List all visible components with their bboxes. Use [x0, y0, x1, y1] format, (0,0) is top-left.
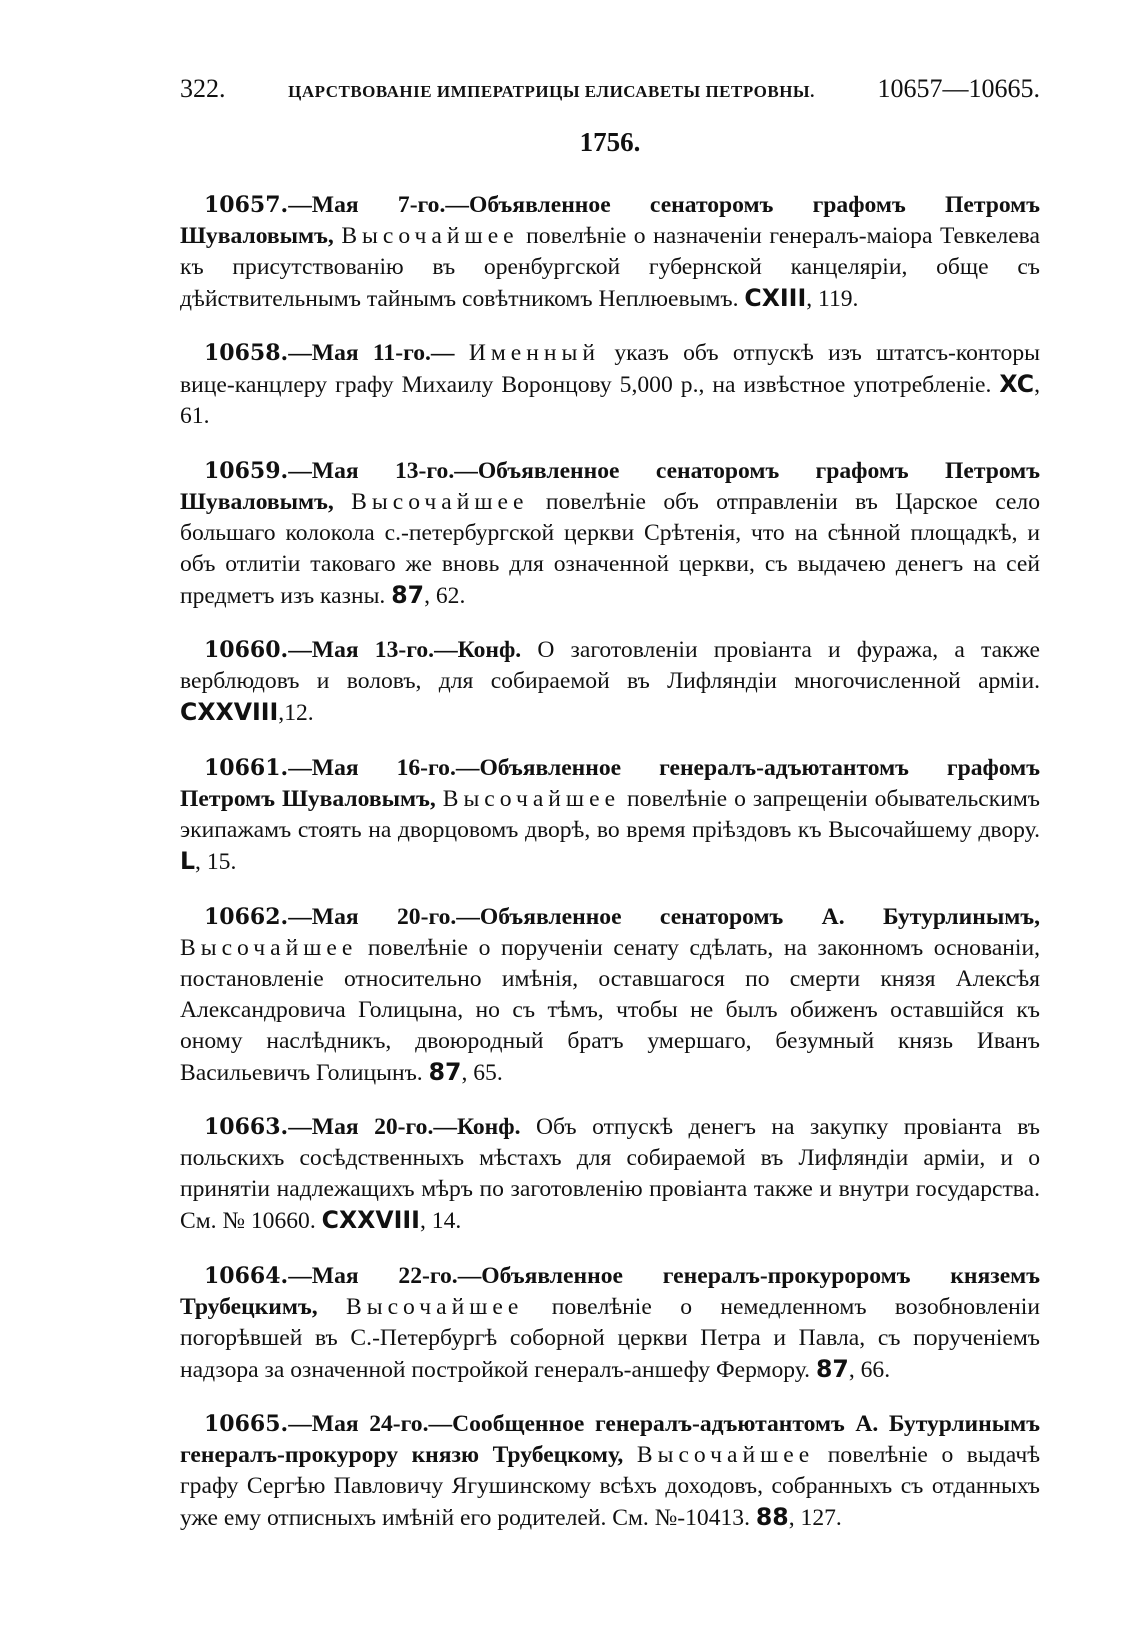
- entry-number: 10665.: [204, 1411, 289, 1438]
- entry-ref-volume: L: [180, 846, 196, 875]
- entry: [180, 635, 1040, 729]
- entry-kind: —Конф.: [434, 637, 522, 664]
- entry-kind: —Объявленное сенаторомъ графомъ Петромъ Шуваловымъ,: [180, 457, 1040, 515]
- entry-ref-volume: XC: [999, 370, 1035, 399]
- entry-ref-page: , 127.: [788, 1505, 842, 1532]
- entries-list: [180, 190, 1040, 1535]
- entry-date: —Мая 13-го.: [288, 457, 455, 484]
- entry-range: 10657—10665.: [877, 74, 1040, 103]
- entry-ref-page: , 65.: [461, 1059, 503, 1086]
- entry-number: 10664.: [204, 1262, 289, 1289]
- entry-ref-page: , 61.: [180, 372, 1040, 430]
- entry-kind: —: [430, 340, 455, 367]
- entry-date: —Мая 11-го.: [288, 340, 431, 367]
- entry: [180, 902, 1040, 1089]
- entry-ref-volume: 87: [815, 1354, 849, 1383]
- entry-kind: —Конф.: [433, 1114, 521, 1141]
- entry-text: Объ отпускѣ денегъ на закупку провіанта въ польскихъ сосѣдственныхъ мѣстахъ для собираемой въ Лифляндіи арміи, и о принятіи надлежащихъ мѣръ по заготовленію провіанта также и внутри государства. См. № 10660.: [180, 1114, 1040, 1235]
- entry-spaced-word: Высочайшее: [442, 785, 621, 812]
- entry-text: повелѣніе о выдачѣ графу Сергѣю Павловичу Ягушинскому всѣхъ доходовъ, собранныхъ съ отданныхъ уже ему отписныхъ имѣній его родителей. См. №-10413.: [180, 1442, 1041, 1532]
- entry-number: 10658.: [204, 340, 289, 367]
- entry: [180, 1112, 1040, 1237]
- entry-date: —Мая 13-го.: [288, 637, 435, 664]
- year-heading: 1756.: [579, 127, 641, 157]
- entry-spaced-word: Высочайшее: [636, 1442, 815, 1469]
- entry-date: —Мая 24-го.: [288, 1411, 429, 1438]
- entry-ref-volume: CXXVIII: [180, 698, 279, 727]
- entry-ref-page: , 14.: [419, 1208, 462, 1235]
- entry-ref-volume: CXIII: [744, 283, 807, 312]
- entry-ref-page: , 62.: [424, 582, 466, 609]
- running-title: ЦАРСТВОВАНІЕ ИМПЕРАТРИЦЫ ЕЛИСАВЕТЫ ПЕТРОВНЫ.: [288, 82, 815, 101]
- entry-spaced-word: Именный: [468, 340, 600, 367]
- entry-kind: —Объявленное генералъ-адъютантомъ графомъ Петромъ Шуваловымъ,: [180, 754, 1040, 812]
- entry-ref-page: , 15.: [195, 848, 237, 875]
- page-number: 322.: [180, 74, 226, 103]
- page-header: [180, 62, 1040, 116]
- entry-number: 10663.: [204, 1114, 289, 1141]
- entry-spaced-word: Высочайшее: [351, 488, 529, 515]
- entry-ref-page: , 66.: [848, 1356, 891, 1383]
- entry-text: повелѣніе о запрещеніи обывательскимъ экипажамъ стоять на дворцовомъ дворѣ, во время пріѣздовъ къ Высочайшему двору.: [180, 785, 1040, 843]
- entry-kind: —Объявленное сенаторомъ А. Бутурлинымъ,: [456, 903, 1040, 930]
- entry-number: 10657.: [204, 191, 289, 218]
- entry-spaced-word: Высочайшее: [341, 222, 519, 249]
- entry-ref-volume: 88: [755, 1503, 789, 1532]
- entry-text: повелѣніе о порученіи сенату сдѣлать, на законномъ основаніи, постановленіе относительно имѣнія, оставшагося по смерти князя Алексѣя Александровича Голицына, но съ тѣмъ, чтобы не былъ обиженъ оставшійся къ оному наслѣдникъ, двоюродный братъ умершаго, безумный князь Иванъ Васильевичъ Голицынъ.: [180, 934, 1040, 1086]
- entry-ref-volume: CXXVIII: [321, 1206, 420, 1235]
- entry-kind: —Сообщенное генералъ-адъютантомъ А. Бутурлинымъ генералъ-прокурору князю Трубецкому,: [180, 1411, 1040, 1469]
- document-page: [180, 62, 1040, 1556]
- entry: [180, 1261, 1040, 1386]
- entry: [180, 753, 1040, 878]
- entry-date: —Мая 16-го.: [288, 754, 456, 781]
- entry-ref-volume: 87: [391, 580, 425, 609]
- entry-number: 10660.: [204, 637, 289, 664]
- entry-text: повелѣніе о назначеніи генералъ-маіора Тевкелева къ присутствованію въ оренбургской губернской канцеляріи, обще съ дѣйствительнымъ тайнымъ совѣтникомъ Неплюевымъ.: [180, 222, 1040, 312]
- entry-date: —Мая 20-го.: [288, 903, 457, 930]
- entry: [180, 1409, 1040, 1534]
- entry-kind: —Объявленное сенаторомъ графомъ Петромъ Шуваловымъ,: [180, 191, 1040, 249]
- entry-kind: —Объявленное генералъ-прокуроромъ княземъ Трубецкимъ,: [180, 1262, 1040, 1320]
- entry-ref-volume: 87: [428, 1057, 462, 1086]
- entry: [180, 456, 1040, 612]
- entry-ref-page: , 119.: [806, 285, 859, 312]
- entry-date: —Мая 22-го.: [288, 1262, 458, 1289]
- entry-spaced-word: Высочайшее: [180, 934, 358, 961]
- entry-text: повелѣніе объ отправленіи въ Царское село большаго колокола с.-петербургской церкви Срѣтенія, что на сѣнной площадкѣ, и объ отлитіи таковаго же вновь для означенной церкви, съ выдачею денегъ на сей предметъ изъ казны.: [180, 488, 1040, 609]
- entry-ref-page: ,12.: [278, 700, 314, 727]
- entry-date: —Мая 7-го.: [288, 191, 446, 218]
- entry-number: 10662.: [204, 903, 289, 930]
- entry-text: повелѣніе о немедленномъ возобновленіи погорѣвшей въ С.-Петербургѣ соборной церкви Петра и Павла, съ порученіемъ надзора за означенной постройкой генералъ-аншефу Фермору.: [180, 1293, 1040, 1383]
- entry: [180, 190, 1040, 315]
- entry-number: 10659.: [204, 457, 289, 484]
- entry-text: указъ объ отпускѣ изъ штатсъ-конторы вице-канцлеру графу Михаилу Воронцову 5,000 р., на извѣстное употребленіе.: [180, 340, 1041, 399]
- entry-spaced-word: Высочайшее: [345, 1293, 524, 1320]
- entry-number: 10661.: [204, 754, 289, 781]
- entry-date: —Мая 20-го.: [288, 1114, 434, 1141]
- entry: [180, 338, 1040, 432]
- entry-text: О заготовленіи провіанта и фуража, а также верблюдовъ и воловъ, для собираемой въ Лифляндіи многочисленной арміи.: [180, 637, 1040, 695]
